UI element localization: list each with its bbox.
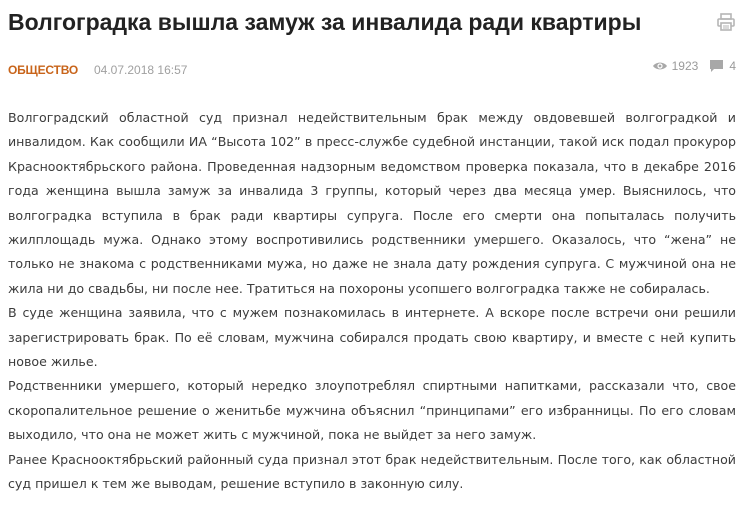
printer-icon (716, 12, 736, 32)
article-paragraph: Родственники умершего, который нередко злоупотреблял спиртными напитками, рассказали что, свое скоропалительное решение о женитьбе мужчина объяснил “принципами” его избранницы. По его словам выходило, что она не может жить с мужчиной, пока не выйдет за него замуж. (8, 378, 736, 443)
comments-count: 4 (729, 59, 736, 73)
article-paragraph: Волгоградский областной суд признал недействительным брак между овдовевшей волгоградкой и инвалидом. Как сообщили ИА “Высота 102” в пресс-службе судебной инстанции, такой иск подал прокурор Краснооктябрьского района. Проведенная надзорным ведомством проверка показала, что в декабре 2016 года женщина вышла замуж за инвалида 3 группы, который через два месяца умер. Выяснилось, что волгоградка вступила в брак ради квартиры супруга. После его смерти она попыталась получить жилплощадь мужа. Однако этому воспротивились родственники умершего. Оказалось, что “жена” не только не знакома с родственниками мужа, но даже не знала дату рождения супруга. С мужчиной она не жила ни до свадьбы, ни после нее. Тратиться на похороны усопшего волгоградка также не собиралась. (8, 110, 736, 296)
comments-link[interactable] (710, 58, 736, 74)
article-meta (8, 59, 736, 78)
article-title: Волгоградка вышла замуж за инвалида ради квартиры (8, 9, 642, 35)
article-paragraph: В суде женщина заявила, что с мужем познакомилась в интернете. А вскоре после встречи они решили зарегистрировать брак. По её словам, мужчина собирался продать свою квартиру, и вместе с ней купить новое жилье. (8, 305, 736, 370)
print-button[interactable] (716, 12, 736, 32)
article-stats (652, 58, 736, 74)
comment-icon (710, 60, 723, 72)
views-count: 1923 (671, 59, 699, 73)
article-paragraph: Ранее Краснооктябрьский районный суда признал этот брак недействительным. После того, как областной суд пришел к тем же выводам, решение вступило в законную силу. (8, 451, 736, 492)
eye-icon (652, 61, 668, 71)
category-link[interactable]: ОБЩЕСТВО (8, 63, 78, 77)
article-body (8, 106, 736, 497)
publish-date: 04.07.2018 16:57 (94, 63, 188, 77)
